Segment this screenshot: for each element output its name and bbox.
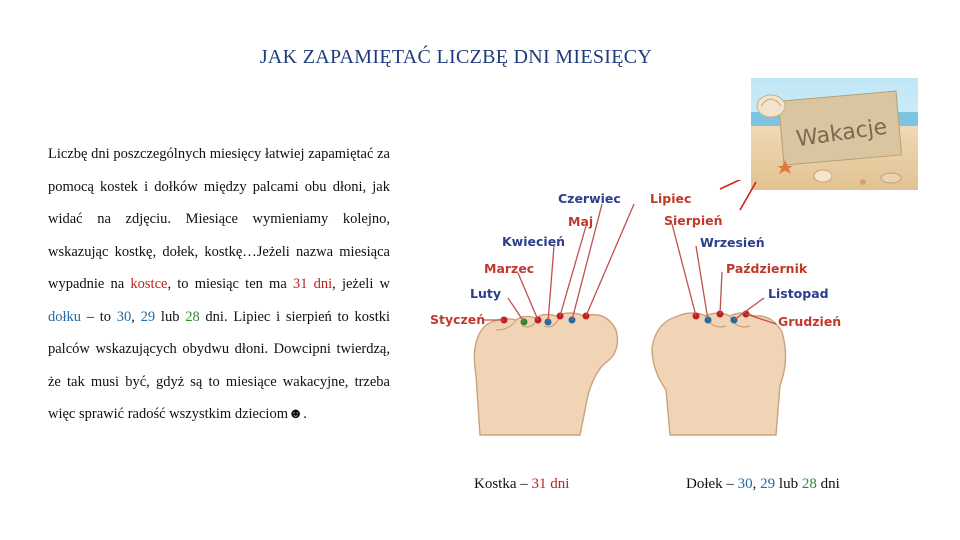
text-part2: , to miesiąc ten ma xyxy=(167,276,293,292)
caption-dolek-29: 29 xyxy=(760,476,776,492)
text-part4: – to xyxy=(81,308,117,325)
text-part3: , jeżeli w xyxy=(332,276,390,292)
caption-kostka-days: 31 dni xyxy=(531,476,570,492)
text-31-dni: 31 dni xyxy=(292,276,333,292)
caption-dolek xyxy=(686,476,840,493)
text-kostce: kostce xyxy=(130,276,168,292)
vacation-photo xyxy=(751,78,918,190)
caption-dolek-sep1: , xyxy=(752,476,761,492)
caption-dolek-label: Dołek – xyxy=(686,476,738,492)
text-end: . xyxy=(303,406,307,422)
description-paragraph xyxy=(48,138,390,431)
label-sierpien: Sierpień xyxy=(664,213,723,228)
left-fist xyxy=(474,313,617,435)
caption-dolek-sep2: lub xyxy=(775,476,802,492)
label-kwiecien: Kwiecień xyxy=(502,234,566,249)
text-part7: dni. Lipiec i sierpień to kostki palców wskazujących obydwu dłoni. Dowcipni twierdzą, że tak musi być, gdyż są to miesiące wakacyjne, trzeba więc sprawić radość wszystkim dzieciom xyxy=(48,308,390,422)
hands-illustration xyxy=(420,180,870,445)
page-title: JAK ZAPAMIĘTAĆ LICZBĘ DNI MIESIĘCY xyxy=(259,46,653,68)
arrow-line xyxy=(720,180,748,189)
text-28: 28 xyxy=(185,308,200,325)
arrow-line xyxy=(740,182,756,210)
caption-kostka-label: Kostka – xyxy=(474,476,532,492)
right-fist xyxy=(652,313,786,435)
text-part6: lub xyxy=(155,308,186,325)
caption-dolek-30: 30 xyxy=(737,476,753,492)
label-luty: Luty xyxy=(470,286,501,301)
text-part5: , xyxy=(131,308,141,325)
hands-graphic xyxy=(420,180,870,445)
text-30: 30 xyxy=(116,308,132,325)
label-grudzien: Grudzień xyxy=(778,314,842,329)
text-dolku: dołku xyxy=(48,308,82,325)
label-listopad: Listopad xyxy=(768,286,829,301)
label-pazdziernik: Październik xyxy=(726,261,808,276)
label-czerwiec: Czerwiec xyxy=(558,191,621,206)
text-29: 29 xyxy=(140,308,156,325)
caption-kostka xyxy=(474,476,569,493)
label-lipiec: Lipiec xyxy=(650,191,692,206)
label-marzec: Marzec xyxy=(484,261,535,276)
label-styczen: Styczeń xyxy=(430,312,486,327)
vacation-photo-graphic xyxy=(751,78,918,190)
label-maj: Maj xyxy=(568,214,594,229)
label-wrzesien: Wrzesień xyxy=(700,235,765,250)
sign-wakacje-text: Wakacje xyxy=(794,114,889,153)
caption-dolek-28: 28 xyxy=(801,476,817,492)
smiley-icon: ☻ xyxy=(287,406,304,422)
text-intro: Liczbę dni poszczególnych miesięcy łatwiej zapamiętać za pomocą kostek i dołków między palcami obu dłoni, jak widać na zdjęciu. Miesiące wymieniamy kolejno, wskazując kostkę, dołek, kostkę…Jeżeli nazwa miesiąca wypadnie na xyxy=(48,146,390,292)
caption-dolek-end: dni xyxy=(816,476,840,492)
